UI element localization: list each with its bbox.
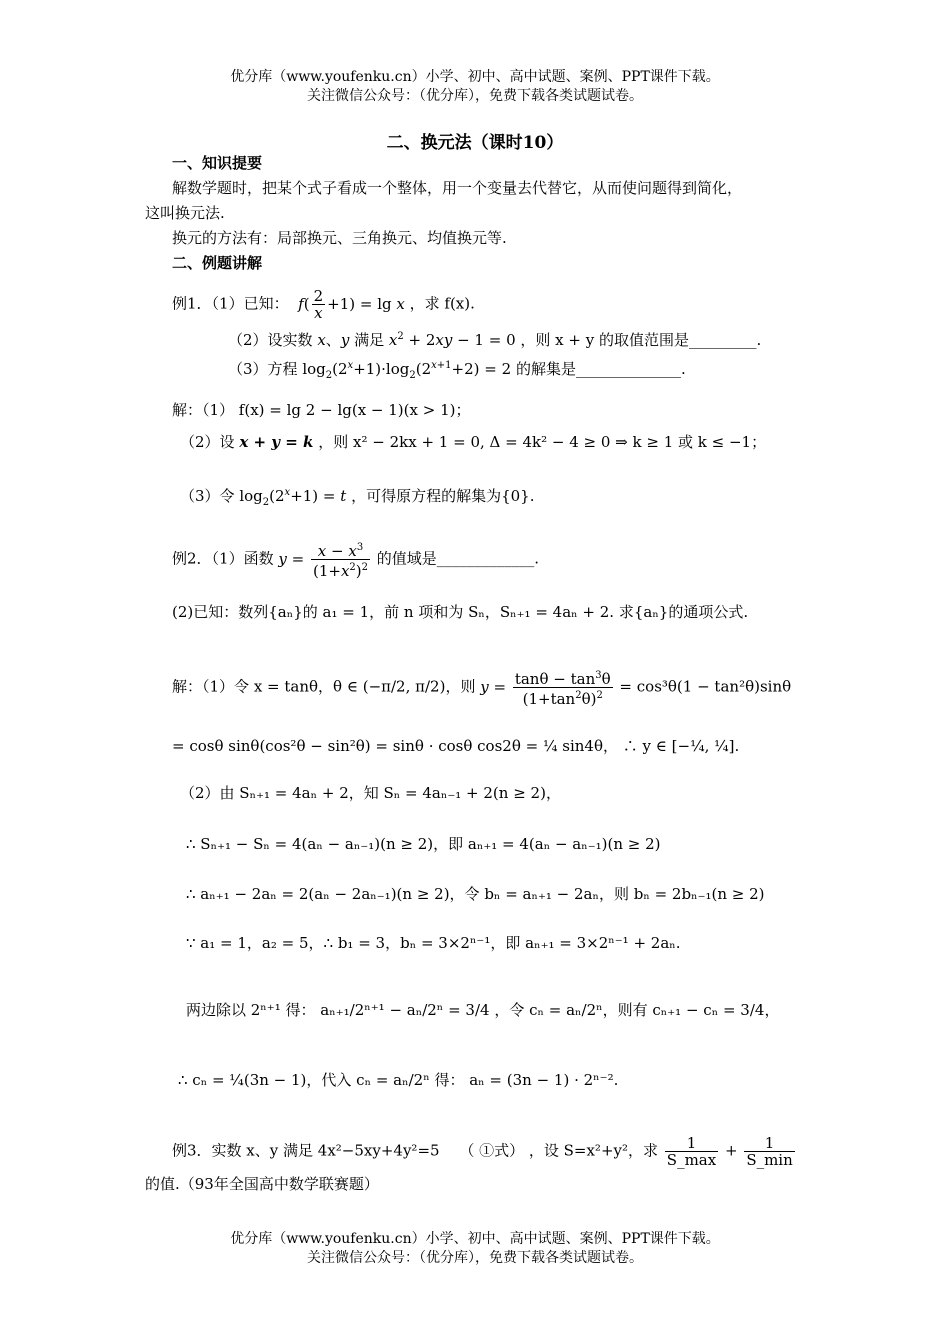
ex1-q1-suffix: ，求 f(x). xyxy=(409,294,475,313)
ex1-q2-prefix: （2）设实数 xyxy=(228,331,313,349)
ex3-frac-min: $\frac{1}{S\_\min}$ xyxy=(746,1134,793,1169)
ex3-line-2: 的值.（93年全国高中数学联赛题） xyxy=(145,1175,379,1193)
header-line-1: 优分库（www.youfenku.cn）小学、初中、高中试题、案例、PPT课件下载。 xyxy=(230,69,720,85)
footer-line-1: 优分库（www.youfenku.cn）小学、初中、高中试题、案例、PPT课件下载。 xyxy=(230,1231,720,1247)
ex1-solution-3 xyxy=(180,483,534,513)
ex2-s1-suffix: = cos³θ(1 − tan²θ)sinθ xyxy=(619,677,792,696)
page-title: 二、换元法（课时10） xyxy=(386,133,564,153)
section1-paragraph-1b: 这叫换元法. xyxy=(145,204,225,222)
ex2-solution-2-line3: ∴ aₙ₊₁ − 2aₙ = 2(aₙ − 2aₙ₋₁)(n ≥ 2)，令 bₙ = aₙ₊₁ − 2aₙ，则 bₙ = 2bₙ₋₁(n ≥ 2) xyxy=(186,885,765,903)
ex1-q1-formula: f( $\frac{2}{x}$ +1) = lg x xyxy=(298,287,405,322)
ex2-solution-2-line4: ∵ a₁ = 1，a₂ = 5，∴ b₁ = 3，bₙ = 3×2ⁿ⁻¹，即 aₙ₊₁ = 3×2ⁿ⁻¹ + 2aₙ. xyxy=(186,934,681,952)
ex1-s2-prefix: （2）设 xyxy=(180,433,235,451)
ex2-q2: (2)已知：数列{aₙ}的 a₁ = 1，前 n 项和为 Sₙ，Sₙ₊₁ = 4aₙ + 2. 求{aₙ}的通项公式. xyxy=(172,603,749,621)
ex1-s2-formula: x + y = k xyxy=(239,433,314,451)
ex3-line-1: 例3．实数 x、y 满足 4x²−5xy+4y²=5 （ ①式） ，设 S=x²+y²，求 $\frac{1}{S\_\max}$ + $\frac{1}{S\_\min}$ xyxy=(172,1134,793,1169)
ex2-q1-formula: y = $\frac{x - x^3}{(1+x^2)^2}$ xyxy=(278,542,369,580)
ex1-q2 xyxy=(228,327,761,350)
ex1-solution-2 xyxy=(180,432,766,452)
ex2-q1 xyxy=(172,540,539,579)
ex2-solution-2-line2: ∴ Sₙ₊₁ − Sₙ = 4(aₙ − aₙ₋₁)(n ≥ 2)，即 aₙ₊₁ = 4(aₙ − aₙ₋₁)(n ≥ 2) xyxy=(186,835,661,853)
ex2-s1-formula: y = $\frac{\tan\theta - \tan^3\theta}{(1+\tan^2\theta)^2}$ xyxy=(480,670,611,708)
ex1-s3-prefix: （3）令 xyxy=(180,487,235,505)
ex3-line1-prefix: 例3．实数 x、y 满足 4x²−5xy+4y²=5 （ ①式） ，设 S=x²+y²，求 xyxy=(172,1141,659,1160)
ex2-solution-1-line2: = cosθ sinθ(cos²θ − sin²θ) = sinθ · cosθ cos2θ = ¼ sin4θ， ∴ y ∈ [−¼, ¼]. xyxy=(172,737,740,755)
ex2-q1-prefix: 例2．（1）函数 xyxy=(172,549,274,568)
ex1-s3-formula: $\log_2(2^x+1) = t$ xyxy=(239,487,347,508)
footer-line-2: 关注微信公众号：（优分库），免费下载各类试题试卷。 xyxy=(307,1250,643,1266)
ex1-solution-1: 解：（1） f(x) = lg 2 − lg(x − 1)(x > 1)； xyxy=(172,401,471,419)
ex1-q3 xyxy=(228,356,686,386)
ex1-q3-formula: $\log_2(2^x+1)\cdot\log_2(2^{x+1}+2) = 2$ xyxy=(302,360,512,381)
ex2-solution-2-line1: （2）由 Sₙ₊₁ = 4aₙ + 2，知 Sₙ = 4aₙ₋₁ + 2(n ≥ 2)， xyxy=(180,784,561,802)
ex1-q2-vars: x、y xyxy=(317,331,350,349)
ex1-q1-prefix: 例1．（1）已知： xyxy=(172,294,289,313)
ex2-solution-1 xyxy=(172,668,791,707)
ex1-q2-formula: $x^2 + 2xy - 1 = 0$ xyxy=(388,331,516,349)
ex1-q3-suffix: 的解集是______________. xyxy=(515,360,686,378)
ex2-s1-prefix: 解：（1）令 xyxy=(172,677,250,696)
ex1-q1 xyxy=(172,288,475,321)
ex2-s2-l5-prefix: 两边除以 2ⁿ⁺¹ 得： xyxy=(186,1001,316,1019)
ex3-frac-max: $\frac{1}{S\_\max}$ xyxy=(666,1134,717,1169)
section1-heading: 一、知识提要 xyxy=(172,154,263,172)
ex2-solution-2-line6: ∴ cₙ = ¼(3n − 1)，代入 cₙ = aₙ/2ⁿ 得： aₙ = (3n − 1) · 2ⁿ⁻². xyxy=(178,1071,619,1089)
ex2-s2-l5-fraction: aₙ₊₁/2ⁿ⁺¹ − aₙ/2ⁿ = 3/4 xyxy=(320,1001,490,1019)
ex1-s2-mid: ，则 xyxy=(318,433,349,451)
ex2-s2-l5-suffix: ，令 cₙ = aₙ/2ⁿ，则有 cₙ₊₁ − cₙ = 3/4， xyxy=(494,1001,780,1019)
ex1-s3-suffix: ，可得原方程的解集为{0}. xyxy=(351,487,535,505)
ex2-solution-2-line5 xyxy=(186,1000,779,1020)
ex1-q2-mid: 满足 xyxy=(354,331,385,349)
ex1-s2-suffix: x² − 2kx + 1 = 0, Δ = 4k² − 4 ≥ 0 ⇒ k ≥ 1 或 k ≤ −1； xyxy=(353,433,767,451)
ex1-q3-prefix: （3）方程 xyxy=(228,360,298,378)
section2-heading: 二、例题讲解 xyxy=(172,254,263,272)
ex2-s1-mid: x = tanθ，θ ∈ (−π/2, π/2)，则 xyxy=(253,677,476,696)
section1-paragraph-1a: 解数学题时，把某个式子看成一个整体，用一个变量去代替它，从而使问题得到简化， xyxy=(172,179,743,197)
ex1-q2-suffix: ，则 x + y 的取值范围是_________. xyxy=(520,331,762,349)
section1-paragraph-2: 换元的方法有：局部换元、三角换元、均值换元等. xyxy=(172,229,507,247)
ex2-q1-suffix: 的值域是_____________. xyxy=(376,549,540,568)
header-line-2: 关注微信公众号：（优分库），免费下载各类试题试卷。 xyxy=(307,88,643,104)
